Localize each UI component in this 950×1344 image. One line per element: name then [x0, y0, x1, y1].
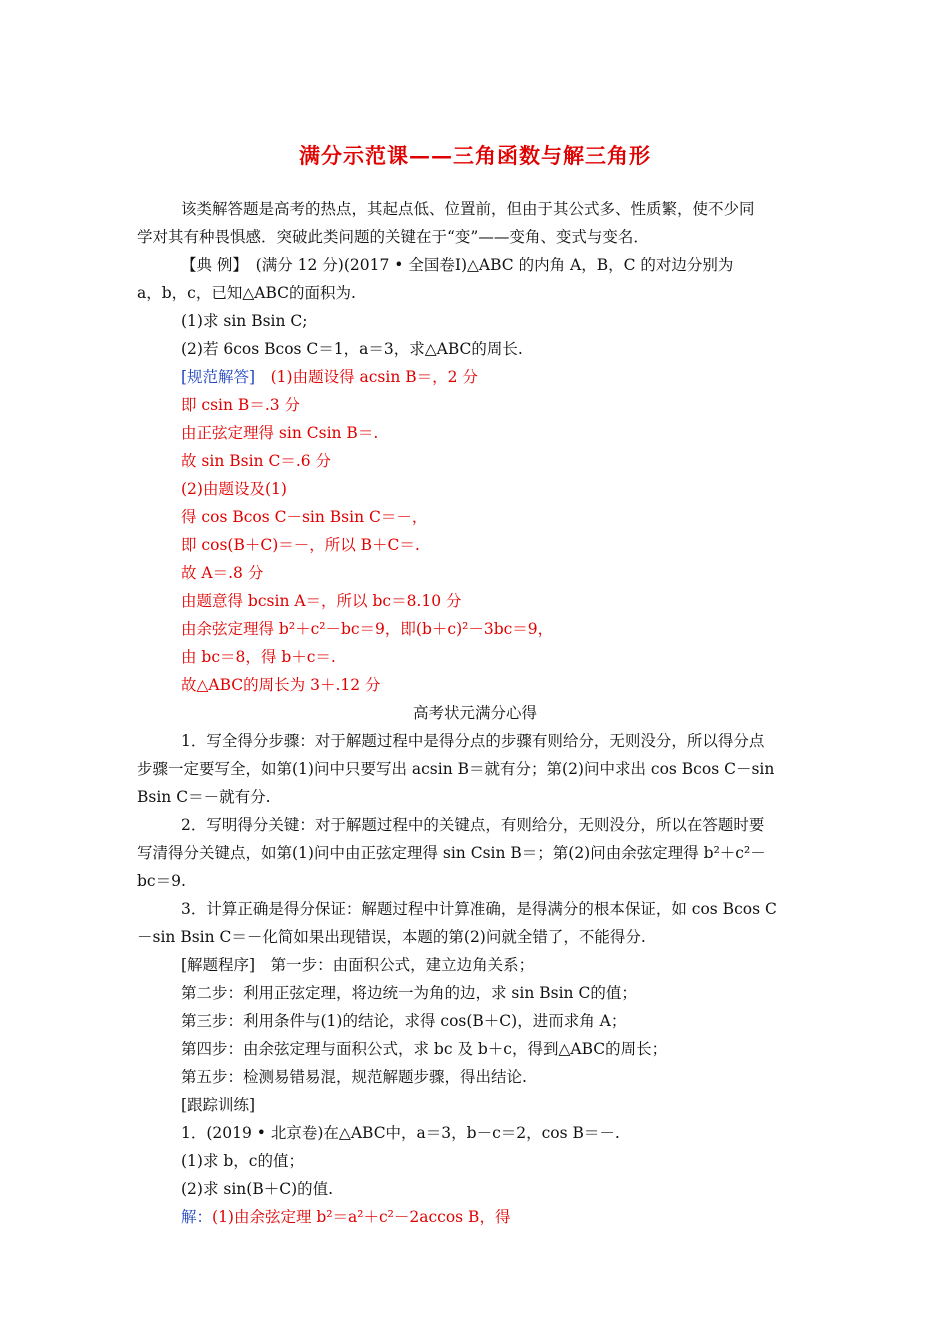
experience-heading: 高考状元满分心得	[412, 704, 537, 722]
procedure-line: 第五步：检测易错易混，规范解题步骤，得出结论.	[181, 1068, 527, 1086]
solution-line: 由余弦定理得 b²＋c²－bc＝9，即(b＋c)²－3bc＝9，	[181, 620, 554, 638]
training-question-1: (1)求 b，c的值；	[181, 1152, 304, 1170]
experience-line: bc＝9.	[137, 872, 186, 890]
experience-line: 步骤一定要写全，如第(1)问中只要写出 acsin B＝就有分；第(2)问中求出 cos Bcos C－sin	[137, 760, 775, 778]
solution-line: 即 csin B＝.3 分	[181, 396, 301, 414]
solution-first-line	[181, 367, 478, 387]
experience-line: 1．写全得分步骤：对于解题过程中是得分点的步骤有则给分，无则没分，所以得分点	[181, 732, 765, 750]
answer-text: (1)由余弦定理 b²＝a²＋c²－2accos B，得	[212, 1208, 511, 1226]
experience-line: 3．计算正确是得分保证：解题过程中计算准确，是得满分的根本保证，如 cos Bcos C	[181, 900, 777, 918]
solution-line: 即 cos(B＋C)＝－，所以 B＋C＝.	[181, 536, 420, 554]
example-question-1: (1)求 sin Bsin C;	[181, 312, 308, 330]
training-problem: 1．(2019 • 北京卷)在△ABC中，a＝3，b－c＝2，cos B＝－.	[181, 1124, 620, 1142]
experience-line: Bsin C＝－就有分.	[137, 788, 271, 806]
solution-label: [规范解答]	[181, 368, 256, 386]
example-line-1: 【典 例】 (满分 12 分)(2017 • 全国卷Ⅰ)△ABC 的内角 A，B，C 的对边分别为	[181, 256, 734, 274]
answer-label: 解：	[181, 1208, 213, 1226]
procedure-line: 第四步：由余弦定理与面积公式，求 bc 及 b＋c，得到△ABC的周长；	[181, 1040, 668, 1058]
solution-line: 由题意得 bcsin A＝，所以 bc＝8.10 分	[181, 592, 462, 610]
procedure-line: 第二步：利用正弦定理，将边统一为角的边，求 sin Bsin C的值；	[181, 984, 637, 1002]
experience-line: 写清得分关键点，如第(1)问中由正弦定理得 sin Csin B＝；第(2)问由余弦定理得 b²＋c²－	[137, 844, 766, 862]
training-answer	[181, 1207, 510, 1227]
example-question-2: (2)若 6cos Bcos C＝1，a＝3，求△ABC的周长.	[181, 340, 523, 358]
solution-line: 得 cos Bcos C－sin Bsin C＝－，	[181, 508, 428, 526]
solution-line: 故△ABC的周长为 3＋.12 分	[181, 676, 381, 694]
solution-line: 故 A＝.8 分	[181, 564, 264, 582]
solution-line: (1)由题设得 acsin B＝，2 分	[270, 368, 478, 386]
procedure-line: [解题程序] 第一步：由面积公式，建立边角关系；	[181, 956, 535, 974]
solution-line: 由 bc＝8，得 b＋c＝.	[181, 648, 336, 666]
training-question-2: (2)求 sin(B＋C)的值.	[181, 1180, 334, 1198]
experience-line: 2．写明得分关键：对于解题过程中的关键点，有则给分，无则没分，所以在答题时要	[181, 816, 765, 834]
solution-line: 由正弦定理得 sin Csin B＝.	[181, 424, 379, 442]
experience-line: －sin Bsin C＝－化简如果出现错误，本题的第(2)问就全错了，不能得分.	[137, 928, 646, 946]
intro-line-1: 该类解答题是高考的热点，其起点低、位置前，但由于其公式多、性质繁，使不少同	[181, 200, 755, 218]
page-title: 满分示范课——三角函数与解三角形	[299, 143, 651, 168]
solution-line: (2)由题设及(1)	[181, 480, 287, 498]
intro-line-2: 学对其有种畏惧感．突破此类问题的关键在于“变”——变角、变式与变名．	[137, 228, 649, 246]
procedure-line: 第三步：利用条件与(1)的结论，求得 cos(B＋C)，进而求角 A；	[181, 1012, 627, 1030]
solution-line: 故 sin Bsin C＝.6 分	[181, 452, 332, 470]
example-line-2: a，b，c，已知△ABC的面积为.	[137, 284, 356, 302]
training-label: [跟踪训练]	[181, 1096, 256, 1114]
